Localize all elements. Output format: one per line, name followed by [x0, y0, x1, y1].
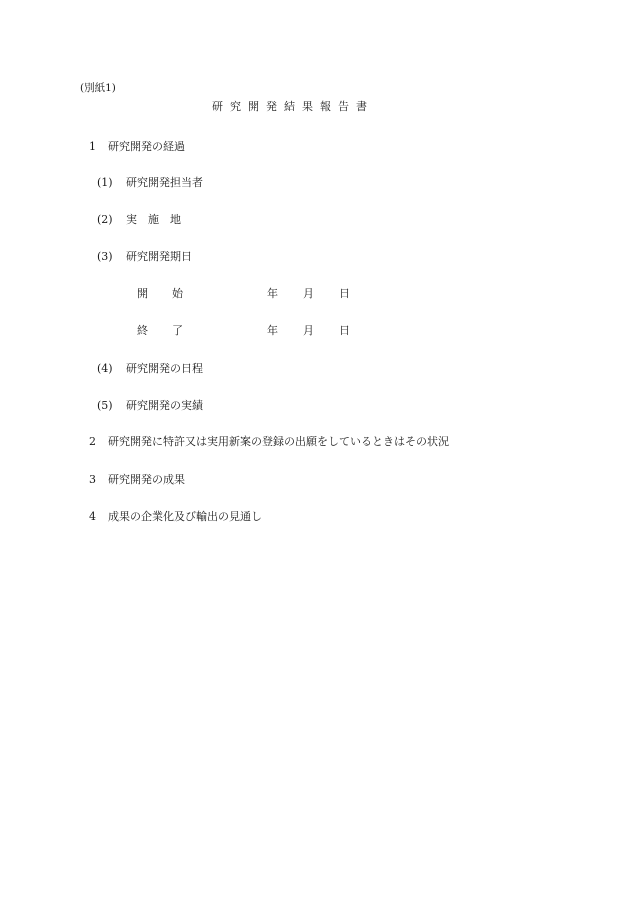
subsection-label: 実施地	[126, 213, 192, 226]
section-label: 研究開発に特許又は実用新案の登録の出願をしているときはその状況	[108, 435, 449, 448]
subsection-number: (1)	[97, 176, 113, 189]
subsection-number: (4)	[97, 362, 113, 375]
month-unit: 月	[303, 324, 314, 337]
subsection-label: 研究開発の実績	[126, 399, 203, 412]
section-number: 2	[89, 435, 96, 448]
month-unit: 月	[303, 287, 314, 300]
day-unit: 日	[339, 324, 350, 337]
section-number: 4	[89, 510, 96, 523]
subsection-2	[97, 213, 192, 227]
day-unit: 日	[339, 287, 350, 300]
section-1	[89, 140, 185, 154]
subsection-label: 研究開発期日	[126, 250, 192, 263]
document-title: 研究開発結果報告書	[212, 100, 374, 113]
subsection-number: (5)	[97, 399, 113, 412]
year-unit: 年	[267, 324, 278, 337]
period-end-row	[137, 324, 350, 338]
subsection-3	[97, 250, 192, 264]
period-end-label: 終了	[137, 324, 207, 337]
section-number: 3	[89, 473, 96, 486]
section-number: 1	[89, 140, 96, 153]
subsection-1	[97, 176, 203, 190]
annex-label: (別紙1)	[80, 82, 116, 94]
section-2	[89, 435, 449, 449]
subsection-label: 研究開発の日程	[126, 362, 203, 375]
section-label: 研究開発の成果	[108, 473, 185, 486]
year-unit: 年	[267, 287, 278, 300]
subsection-number: (2)	[97, 213, 113, 226]
subsection-4	[97, 362, 203, 376]
period-start-label: 開始	[137, 287, 207, 300]
section-label: 成果の企業化及び輸出の見通し	[108, 510, 262, 523]
subsection-number: (3)	[97, 250, 113, 263]
subsection-label: 研究開発担当者	[126, 176, 203, 189]
subsection-5	[97, 399, 203, 413]
section-3	[89, 473, 185, 487]
section-label: 研究開発の経過	[108, 140, 185, 153]
period-start-row	[137, 287, 350, 301]
section-4	[89, 510, 262, 524]
